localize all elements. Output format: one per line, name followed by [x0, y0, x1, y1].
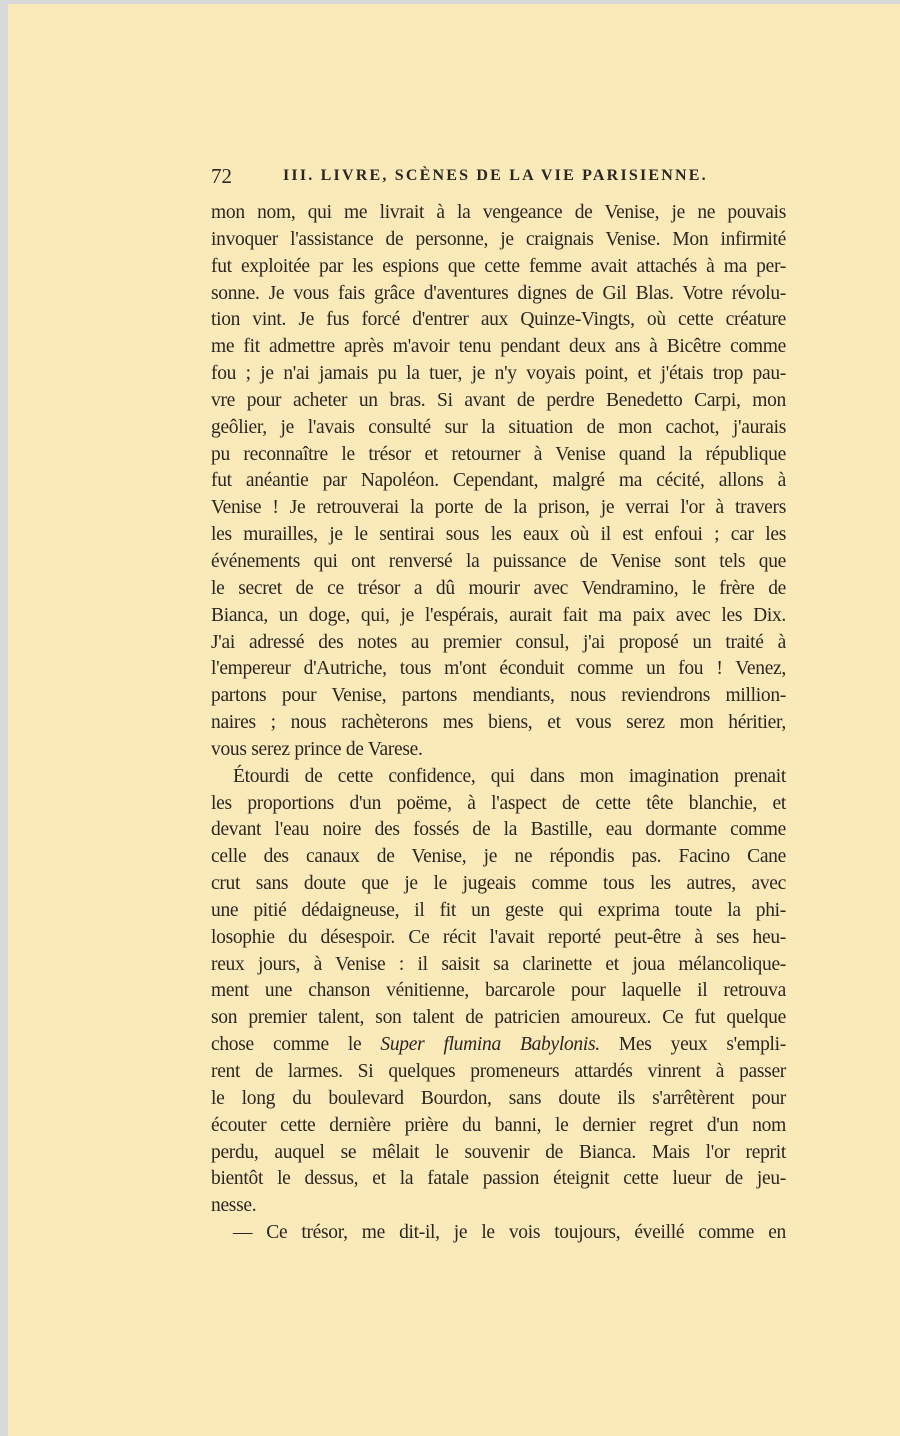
text-line: fut anéantie par Napoléon. Cependant, malgré ma cécité, allons à — [211, 470, 786, 492]
text-line: le secret de ce trésor a dû mourir avec Vendramino, le frère de — [211, 577, 786, 599]
running-title: III. LIVRE, SCÈNES DE LA VIE PARISIENNE. — [283, 167, 708, 184]
text-line: — Ce trésor, me dit-il, je le vois toujours, éveillé comme en — [233, 1222, 786, 1244]
text-line: événements qui ont renversé la puissance de Venise sont tels que — [211, 550, 786, 572]
text-line: le long du boulevard Bourdon, sans doute ils s'arrêtèrent pour — [211, 1087, 786, 1109]
text-line: fut exploitée par les espions que cette femme avait attachés à ma per- — [211, 255, 786, 277]
text-line: invoquer l'assistance de personne, je craignais Venise. Mon infirmité — [211, 228, 786, 250]
text-line: celle des canaux de Venise, je ne répondis pas. Facino Cane — [211, 846, 786, 868]
text-line: son premier talent, son talent de patricien amoureux. Ce fut quelque — [211, 1007, 786, 1029]
text-line: les murailles, je le sentirai sous les eaux où il est enfoui ; car les — [211, 524, 786, 546]
text-line: vous serez prince de Varese. — [211, 738, 423, 760]
text-line: écouter cette dernière prière du banni, le dernier regret d'un nom — [211, 1114, 786, 1136]
text-line: perdu, auquel se mêlait le souvenir de Bianca. Mais l'or reprit — [211, 1141, 786, 1163]
text-line: vre pour acheter un bras. Si avant de perdre Benedetto Carpi, mon — [211, 389, 786, 411]
text-line: nesse. — [211, 1195, 257, 1217]
text-line: naires ; nous rachèterons mes biens, et vous serez mon héritier, — [211, 712, 786, 734]
text-segment: chose comme le — [211, 1034, 362, 1056]
text-line: ment une chanson vénitienne, barcarole pour laquelle il retrouva — [211, 980, 786, 1002]
text-line: sonne. Je vous fais grâce d'aventures dignes de Gil Blas. Votre révolu- — [211, 282, 786, 304]
text-line: tion vint. Je fus forcé d'entrer aux Quinze-Vingts, où cette créature — [211, 309, 786, 331]
italic-title: Super flumina Babylonis. — [380, 1034, 600, 1056]
text-line: partons pour Venise, partons mendiants, nous reviendrons million- — [211, 685, 786, 707]
text-line: pu reconnaître le trésor et retourner à Venise quand la république — [211, 443, 786, 465]
body-text — [211, 200, 786, 1247]
text-line: reux jours, à Venise : il saisit sa clarinette et joua mélancolique- — [211, 953, 786, 975]
text-line: crut sans doute que je le jugeais comme tous les autres, avec — [211, 873, 786, 895]
book-page — [8, 4, 900, 1436]
text-line-mixed — [211, 1032, 786, 1059]
page-number: 72 — [211, 164, 232, 188]
text-line: geôlier, je l'avais consulté sur la situation de mon cachot, j'aurais — [211, 416, 786, 438]
text-line: rent de larmes. Si quelques promeneurs attardés vinrent à passer — [211, 1061, 786, 1082]
text-line: fou ; je n'ai jamais pu la tuer, je n'y voyais point, et j'étais trop pau- — [211, 363, 786, 385]
text-line: bientôt le dessus, et la fatale passion éteignit cette lueur de jeu- — [211, 1168, 786, 1190]
text-line: me fit admettre après m'avoir tenu pendant deux ans à Bicêtre comme — [211, 336, 786, 358]
text-line: losophie du désespoir. Ce récit l'avait reporté peut-être à ses heu- — [211, 926, 786, 948]
text-line: Venise ! Je retrouverai la porte de la prison, je verrai l'or à travers — [211, 497, 786, 519]
text-line: les proportions d'un poëme, à l'aspect de cette tête blanchie, et — [211, 792, 786, 814]
text-line: une pitié dédaigneuse, il fit un geste qui exprima toute la phi- — [211, 899, 786, 921]
running-header — [211, 164, 786, 190]
text-line: J'ai adressé des notes au premier consul, j'ai proposé un traité à — [211, 631, 786, 653]
text-line: Étourdi de cette confidence, qui dans mon imagination prenait — [233, 765, 786, 787]
text-line: l'empereur d'Autriche, tous m'ont éconduit comme un fou ! Venez, — [211, 658, 786, 680]
text-line: Bianca, un doge, qui, je l'espérais, aurait fait ma paix avec les Dix. — [211, 604, 786, 626]
text-segment: Mes yeux s'empli- — [618, 1034, 786, 1056]
text-line: devant l'eau noire des fossés de la Bastille, eau dormante comme — [211, 819, 786, 841]
text-line: mon nom, qui me livrait à la vengeance de Venise, je ne pouvais — [211, 202, 786, 223]
